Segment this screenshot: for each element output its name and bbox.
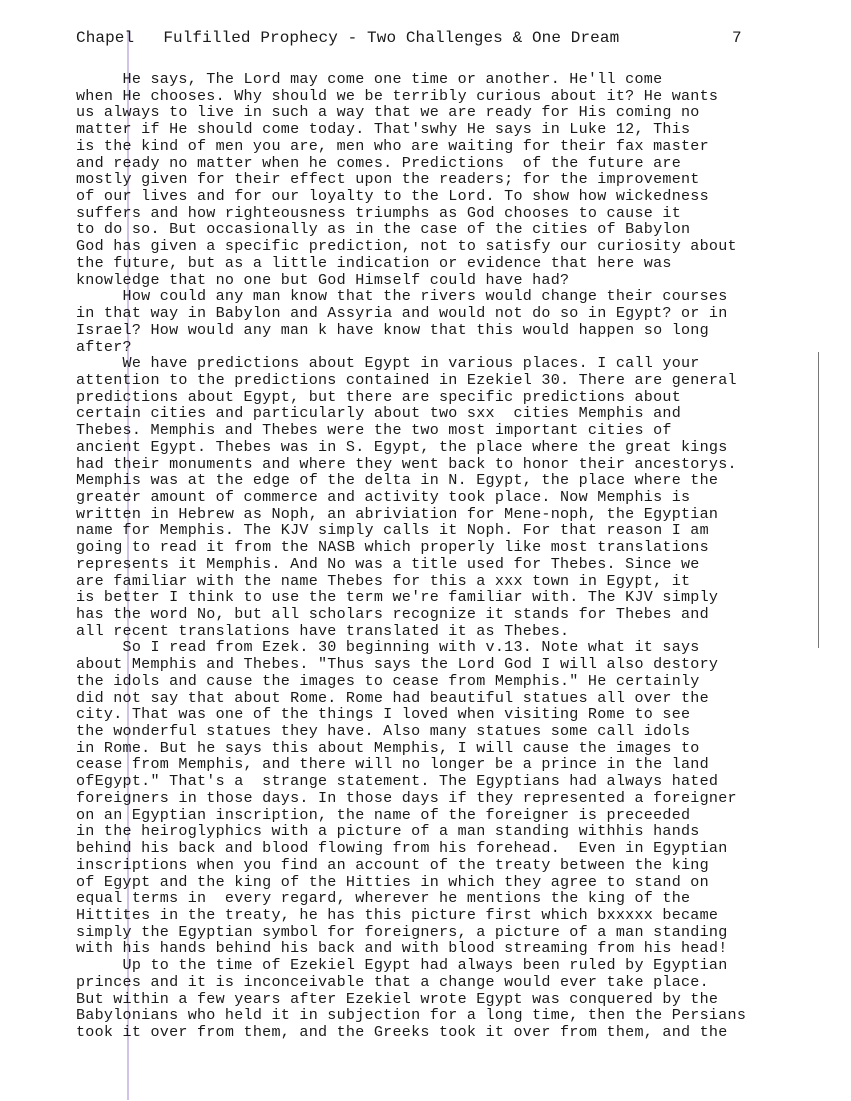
text-line: in Rome. But he says this about Memphis, I will cause the images to [76, 738, 700, 757]
text-line: city. That was one of the things I loved when visiting Rome to see [76, 705, 691, 724]
text-line: about Memphis and Thebes. "Thus says the Lord God I will also destory [76, 655, 719, 674]
text-line: princes and it is inconceivable that a change would ever take place. [76, 972, 709, 991]
text-line: equal terms in every regard, wherever he mentions the king of the [76, 889, 691, 908]
text-line: took it over from them, and the Greeks took it over from them, and the [76, 1022, 728, 1041]
text-line: the future, but as a little indication or evidence that here was [76, 253, 672, 272]
text-line: of Egypt and the king of the Hitties in which they agree to stand on [76, 872, 709, 891]
text-line: ofEgypt." That's a strange statement. The Egyptians had always hated [76, 772, 719, 791]
text-line: foreigners in those days. In those days if they represented a foreigner [76, 788, 737, 807]
text-line: God has given a specific prediction, not to satisfy our curiosity about [76, 237, 737, 256]
text-line: So I read from Ezek. 30 beginning with v.13. Note what it says [76, 638, 700, 657]
text-line: going to read it from the NASB which properly like most translations [76, 538, 709, 557]
text-line: inscriptions when you find an account of the treaty between the king [76, 855, 709, 874]
text-line: is better I think to use the term we're familiar with. The KJV simply [76, 588, 719, 607]
text-line: Babylonians who held it in subjection for a long time, then the Persians [76, 1006, 747, 1025]
text-line: simply the Egyptian symbol for foreigners, a picture of a man standing [76, 922, 728, 941]
text-line: Israel? How would any man k have know that this would happen so long [76, 320, 709, 339]
text-line: to do so. But occasionally as in the case of the cities of Babylon [76, 220, 691, 239]
text-line: written in Hebrew as Noph, an abriviation for Mene-noph, the Egyptian [76, 504, 719, 523]
text-line: mostly given for their effect upon the readers; for the improvement [76, 170, 700, 189]
text-line: Memphis was at the edge of the delta in N. Egypt, the place where the [76, 471, 719, 490]
text-line: had their monuments and where they went back to honor their ancestorys. [76, 454, 737, 473]
page-number: 7 [732, 29, 742, 47]
text-line: has the word No, but all scholars recognize it stands for Thebes and [76, 605, 709, 623]
text-line: with his hands behind his back and with blood streaming from his head! [76, 939, 728, 958]
text-line: the idols and cause the images to cease from Memphis." He certainly [76, 671, 700, 690]
margin-mark [818, 352, 819, 648]
text-line: Hittites in the treaty, he has this picture first which bxxxxx became [76, 905, 719, 924]
text-line: all recent translations have translated it as Thebes. [76, 621, 570, 640]
text-line: name for Memphis. The KJV simply calls it Noph. For that reason I am [76, 521, 709, 540]
text-line: matter if He should come today. That'swhy He says in Luke 12, This [76, 120, 691, 139]
text-line: ancient Egypt. Thebes was in S. Egypt, the place where the great kings [76, 437, 728, 456]
text-line: Up to the time of Ezekiel Egypt had always been ruled by Egyptian [76, 956, 728, 975]
text-line: us always to live in such a way that we are ready for His coming no [76, 103, 700, 122]
text-line: But within a few years after Ezekiel wrote Egypt was conquered by the [76, 989, 719, 1008]
text-line: the wonderful statues they have. Also many statues some call idols [76, 722, 691, 741]
body-text [76, 71, 816, 1041]
page-header: Chapel Fulfilled Prophecy - Two Challenges & One Dream [76, 29, 620, 47]
text-line: Thebes. Memphis and Thebes were the two most important cities of [76, 421, 672, 440]
text-line: in the heiroglyphics with a picture of a man standing withhis hands [76, 822, 700, 841]
text-line: when He chooses. Why should we be terribly curious about it? He wants [76, 86, 719, 105]
text-line: after? [76, 337, 132, 356]
text-line: are familiar with the name Thebes for this a xxx town in Egypt, it [76, 571, 691, 590]
text-line: in that way in Babylon and Assyria and would not do so in Egypt? or in [76, 304, 728, 323]
text-line: We have predictions about Egypt in various places. I call your [76, 354, 700, 373]
text-line: of our lives and for our loyalty to the Lord. To show how wickedness [76, 187, 709, 206]
text-line: behind his back and blood flowing from his forehead. Even in Egyptian [76, 839, 728, 858]
text-line: predictions about Egypt, but there are specific predictions about [76, 387, 682, 406]
text-line: How could any man know that the rivers would change their courses [76, 287, 728, 306]
text-line: suffers and how righteousness triumphs as God chooses to cause it [76, 203, 682, 222]
text-line: represents it Memphis. And No was a title used for Thebes. Since we [76, 554, 700, 573]
text-line: cease from Memphis, and there will no longer be a prince in the land [76, 755, 709, 774]
text-line: and ready no matter when he comes. Predictions of the future are [76, 153, 682, 172]
text-line: attention to the predictions contained in Ezekiel 30. There are general [76, 370, 737, 389]
text-line: is the kind of men you are, men who are waiting for their fax master [76, 136, 709, 155]
text-line: greater amount of commerce and activity took place. Now Memphis is [76, 487, 691, 506]
text-line: certain cities and particularly about two sxx cities Memphis and [76, 404, 682, 423]
text-line: on an Egyptian inscription, the name of the foreigner is preceeded [76, 805, 691, 824]
text-line: knowledge that no one but God Himself could have had? [76, 270, 570, 289]
text-line: did not say that about Rome. Rome had beautiful statues all over the [76, 688, 709, 707]
text-line: He says, The Lord may come one time or another. He'll come [76, 70, 663, 88]
